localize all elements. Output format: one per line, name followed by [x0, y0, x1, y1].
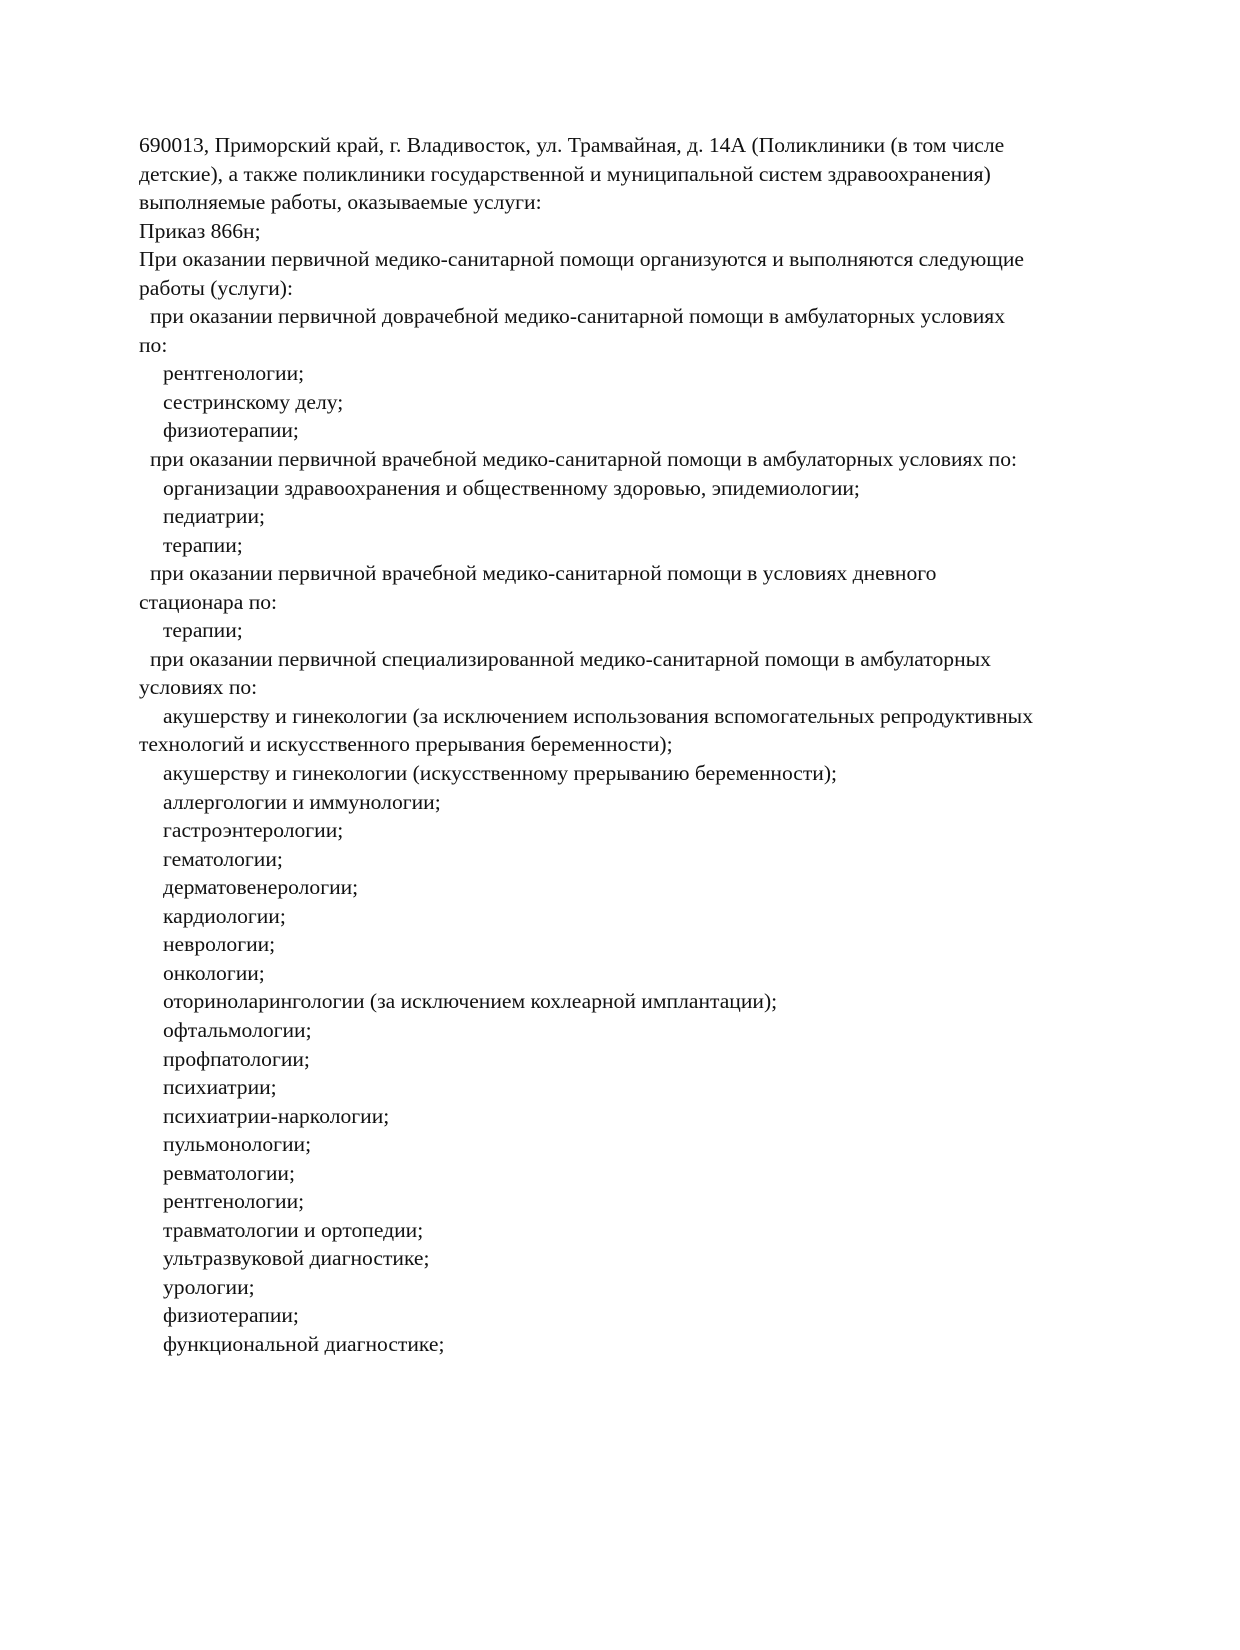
list-item: акушерству и гинекологии (искусственному прерыванию беременности);	[163, 761, 838, 786]
list-item: неврологии;	[163, 932, 276, 957]
list-item: терапии;	[163, 532, 243, 557]
section-heading-line: при оказании первичной врачебной медико-санитарной помощи в условиях дневного	[150, 561, 937, 586]
list-item: профпатологии;	[163, 1046, 310, 1071]
list-item: ревматологии;	[163, 1160, 295, 1185]
list-item: терапии;	[163, 618, 243, 643]
list-item: урологии;	[163, 1274, 255, 1299]
text-line: условиях по:	[139, 675, 258, 700]
section-heading-line: при оказании первичной доврачебной медико-санитарной помощи в амбулаторных условиях	[150, 304, 1006, 329]
text-line: работы (услуги):	[139, 275, 293, 300]
list-item: психиатрии-наркологии;	[163, 1103, 390, 1128]
text-line: технологий и искусственного прерывания беременности);	[139, 732, 673, 757]
list-item: функциональной диагностике;	[163, 1331, 445, 1356]
text-line: по:	[139, 332, 168, 357]
list-item: акушерству и гинекологии (за исключением использования вспомогательных репродуктивных	[163, 703, 1033, 728]
list-item: физиотерапии;	[163, 1303, 299, 1328]
text-line: стационара по:	[139, 589, 278, 614]
text-line: 690013, Приморский край, г. Владивосток, ул. Трамвайная, д. 14А (Поликлиники (в том числе	[139, 133, 1005, 157]
list-item: офтальмологии;	[163, 1017, 312, 1042]
list-item: онкологии;	[163, 960, 265, 985]
list-item: организации здравоохранения и общественному здоровью, эпидемиологии;	[163, 475, 860, 500]
section-heading-line: при оказании первичной врачебной медико-санитарной помощи в амбулаторных условиях по:	[150, 447, 1017, 472]
list-item: психиатрии;	[163, 1075, 277, 1100]
list-item: дерматовенерологии;	[163, 875, 359, 900]
list-item: физиотерапии;	[163, 418, 299, 443]
list-item: сестринскому делу;	[163, 389, 344, 414]
list-item: аллергологии и иммунологии;	[163, 789, 441, 814]
list-item: ультразвуковой диагностике;	[163, 1246, 430, 1271]
document-page	[139, 131, 1129, 1359]
list-item: оториноларингологии (за исключением кохлеарной имплантации);	[163, 989, 778, 1014]
list-item: рентгенологии;	[163, 1189, 305, 1214]
list-item: педиатрии;	[163, 504, 266, 529]
list-item: кардиологии;	[163, 903, 286, 928]
list-item: гематологии;	[163, 846, 283, 871]
list-item: пульмонологии;	[163, 1132, 312, 1157]
list-item: травматологии и ортопедии;	[163, 1217, 424, 1242]
section-heading-line: при оказании первичной специализированной медико-санитарной помощи в амбулаторных	[150, 646, 991, 671]
text-line: детские), а также поликлиники государственной и муниципальной систем здравоохранения)	[139, 161, 991, 186]
text-line: Приказ 866н;	[139, 218, 261, 243]
text-line: выполняемые работы, оказываемые услуги:	[139, 190, 542, 215]
text-line: При оказании первичной медико-санитарной помощи организуются и выполняются следующие	[139, 247, 1025, 272]
list-item: гастроэнтерологии;	[163, 818, 344, 843]
list-item: рентгенологии;	[163, 361, 305, 386]
